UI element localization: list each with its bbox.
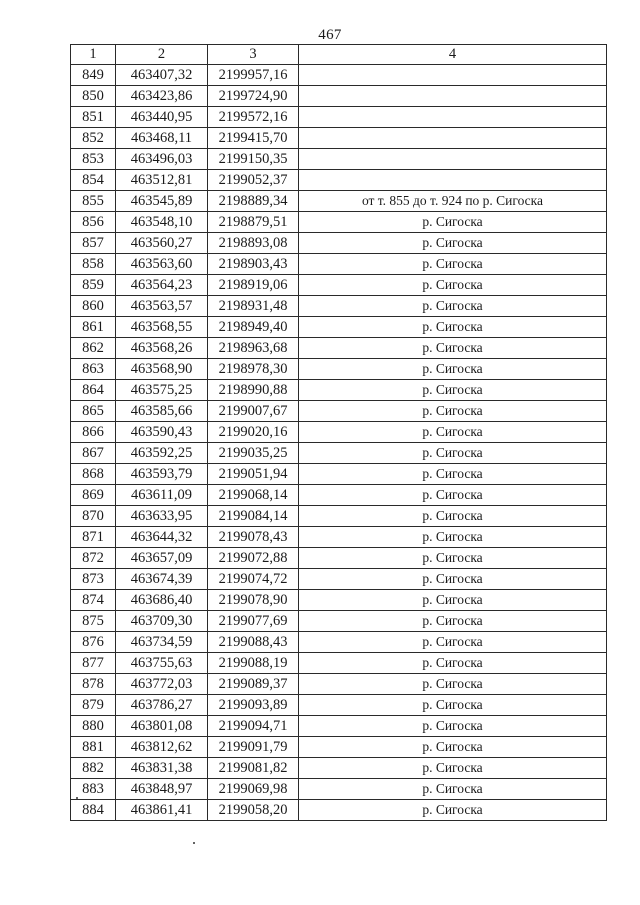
point-number-cell: 874 <box>71 590 116 611</box>
point-number-cell: 868 <box>71 464 116 485</box>
point-number-cell: 882 <box>71 758 116 779</box>
y-coordinate-cell: 2199020,16 <box>208 422 299 443</box>
point-number-cell: 865 <box>71 401 116 422</box>
table-row <box>71 548 607 569</box>
x-coordinate-cell: 463496,03 <box>116 149 208 170</box>
description-cell: р. Сигоска <box>299 422 607 443</box>
description-cell: р. Сигоска <box>299 212 607 233</box>
table-row <box>71 128 607 149</box>
table-row <box>71 65 607 86</box>
x-coordinate-cell: 463440,95 <box>116 107 208 128</box>
description-cell: р. Сигоска <box>299 254 607 275</box>
y-coordinate-cell: 2198919,06 <box>208 275 299 296</box>
point-number-cell: 849 <box>71 65 116 86</box>
table-row <box>71 611 607 632</box>
x-coordinate-cell: 463563,60 <box>116 254 208 275</box>
header-col-1: 1 <box>71 45 116 65</box>
y-coordinate-cell: 2198990,88 <box>208 380 299 401</box>
x-coordinate-cell: 463644,32 <box>116 527 208 548</box>
table-body <box>71 65 607 821</box>
point-number-cell: 861 <box>71 317 116 338</box>
y-coordinate-cell: 2199088,43 <box>208 632 299 653</box>
table-row <box>71 758 607 779</box>
point-number-cell: 863 <box>71 359 116 380</box>
table-row <box>71 170 607 191</box>
point-number-cell: 873 <box>71 569 116 590</box>
table-row <box>71 737 607 758</box>
y-coordinate-cell: 2198963,68 <box>208 338 299 359</box>
table-row <box>71 506 607 527</box>
coordinates-table <box>70 44 607 821</box>
description-cell <box>299 149 607 170</box>
y-coordinate-cell: 2199078,43 <box>208 527 299 548</box>
x-coordinate-cell: 463755,63 <box>116 653 208 674</box>
description-cell: р. Сигоска <box>299 485 607 506</box>
y-coordinate-cell: 2199068,14 <box>208 485 299 506</box>
description-cell: р. Сигоска <box>299 506 607 527</box>
description-cell: р. Сигоска <box>299 611 607 632</box>
y-coordinate-cell: 2199093,89 <box>208 695 299 716</box>
table-row <box>71 86 607 107</box>
description-cell: р. Сигоска <box>299 527 607 548</box>
description-cell: р. Сигоска <box>299 233 607 254</box>
description-cell: р. Сигоска <box>299 674 607 695</box>
x-coordinate-cell: 463592,25 <box>116 443 208 464</box>
x-coordinate-cell: 463407,32 <box>116 65 208 86</box>
y-coordinate-cell: 2198889,34 <box>208 191 299 212</box>
y-coordinate-cell: 2199572,16 <box>208 107 299 128</box>
y-coordinate-cell: 2199081,82 <box>208 758 299 779</box>
point-number-cell: 855 <box>71 191 116 212</box>
table-row <box>71 527 607 548</box>
description-cell <box>299 65 607 86</box>
y-coordinate-cell: 2199094,71 <box>208 716 299 737</box>
x-coordinate-cell: 463734,59 <box>116 632 208 653</box>
table-row <box>71 233 607 254</box>
x-coordinate-cell: 463633,95 <box>116 506 208 527</box>
table-row <box>71 800 607 821</box>
y-coordinate-cell: 2199089,37 <box>208 674 299 695</box>
table-row <box>71 422 607 443</box>
point-number-cell: 877 <box>71 653 116 674</box>
page-number: 467 <box>318 27 342 43</box>
x-coordinate-cell: 463674,39 <box>116 569 208 590</box>
header-col-3: 3 <box>208 45 299 65</box>
point-number-cell: 851 <box>71 107 116 128</box>
point-number-cell: 854 <box>71 170 116 191</box>
y-coordinate-cell: 2199052,37 <box>208 170 299 191</box>
point-number-cell: 881 <box>71 737 116 758</box>
table-row <box>71 632 607 653</box>
y-coordinate-cell: 2199415,70 <box>208 128 299 149</box>
x-coordinate-cell: 463548,10 <box>116 212 208 233</box>
point-number-cell: 859 <box>71 275 116 296</box>
description-cell: р. Сигоска <box>299 380 607 401</box>
table-row <box>71 695 607 716</box>
x-coordinate-cell: 463831,38 <box>116 758 208 779</box>
description-cell <box>299 86 607 107</box>
point-number-cell: 867 <box>71 443 116 464</box>
x-coordinate-cell: 463611,09 <box>116 485 208 506</box>
y-coordinate-cell: 2199084,14 <box>208 506 299 527</box>
x-coordinate-cell: 463848,97 <box>116 779 208 800</box>
description-cell: р. Сигоска <box>299 548 607 569</box>
y-coordinate-cell: 2198879,51 <box>208 212 299 233</box>
table-row <box>71 590 607 611</box>
point-number-cell: 876 <box>71 632 116 653</box>
description-cell: р. Сигоска <box>299 779 607 800</box>
point-number-cell: 862 <box>71 338 116 359</box>
scan-speck <box>76 797 78 799</box>
x-coordinate-cell: 463468,11 <box>116 128 208 149</box>
header-col-2: 2 <box>116 45 208 65</box>
table-row <box>71 716 607 737</box>
point-number-cell: 884 <box>71 800 116 821</box>
table-row <box>71 443 607 464</box>
description-cell: р. Сигоска <box>299 569 607 590</box>
table-row <box>71 317 607 338</box>
x-coordinate-cell: 463585,66 <box>116 401 208 422</box>
table-row <box>71 380 607 401</box>
y-coordinate-cell: 2198903,43 <box>208 254 299 275</box>
y-coordinate-cell: 2199035,25 <box>208 443 299 464</box>
x-coordinate-cell: 463772,03 <box>116 674 208 695</box>
point-number-cell: 879 <box>71 695 116 716</box>
x-coordinate-cell: 463568,26 <box>116 338 208 359</box>
x-coordinate-cell: 463861,41 <box>116 800 208 821</box>
y-coordinate-cell: 2199957,16 <box>208 65 299 86</box>
x-coordinate-cell: 463786,27 <box>116 695 208 716</box>
table-row <box>71 359 607 380</box>
x-coordinate-cell: 463709,30 <box>116 611 208 632</box>
y-coordinate-cell: 2199058,20 <box>208 800 299 821</box>
point-number-cell: 856 <box>71 212 116 233</box>
x-coordinate-cell: 463657,09 <box>116 548 208 569</box>
description-cell <box>299 128 607 149</box>
point-number-cell: 872 <box>71 548 116 569</box>
y-coordinate-cell: 2199072,88 <box>208 548 299 569</box>
point-number-cell: 857 <box>71 233 116 254</box>
description-cell: р. Сигоска <box>299 338 607 359</box>
point-number-cell: 880 <box>71 716 116 737</box>
description-cell: р. Сигоска <box>299 758 607 779</box>
point-number-cell: 852 <box>71 128 116 149</box>
table-row <box>71 569 607 590</box>
table-row <box>71 149 607 170</box>
point-number-cell: 853 <box>71 149 116 170</box>
y-coordinate-cell: 2199007,67 <box>208 401 299 422</box>
description-cell: р. Сигоска <box>299 296 607 317</box>
description-cell: р. Сигоска <box>299 317 607 338</box>
description-cell: р. Сигоска <box>299 401 607 422</box>
x-coordinate-cell: 463563,57 <box>116 296 208 317</box>
description-cell: р. Сигоска <box>299 737 607 758</box>
x-coordinate-cell: 463423,86 <box>116 86 208 107</box>
y-coordinate-cell: 2199088,19 <box>208 653 299 674</box>
point-number-cell: 875 <box>71 611 116 632</box>
x-coordinate-cell: 463801,08 <box>116 716 208 737</box>
y-coordinate-cell: 2198893,08 <box>208 233 299 254</box>
x-coordinate-cell: 463575,25 <box>116 380 208 401</box>
y-coordinate-cell: 2198949,40 <box>208 317 299 338</box>
point-number-cell: 866 <box>71 422 116 443</box>
description-cell: р. Сигоска <box>299 653 607 674</box>
point-number-cell: 860 <box>71 296 116 317</box>
y-coordinate-cell: 2199078,90 <box>208 590 299 611</box>
x-coordinate-cell: 463545,89 <box>116 191 208 212</box>
table-row <box>71 338 607 359</box>
y-coordinate-cell: 2199724,90 <box>208 86 299 107</box>
x-coordinate-cell: 463568,55 <box>116 317 208 338</box>
description-cell: р. Сигоска <box>299 443 607 464</box>
x-coordinate-cell: 463686,40 <box>116 590 208 611</box>
x-coordinate-cell: 463812,62 <box>116 737 208 758</box>
point-number-cell: 883 <box>71 779 116 800</box>
x-coordinate-cell: 463560,27 <box>116 233 208 254</box>
header-col-4: 4 <box>299 45 607 65</box>
description-cell: от т. 855 до т. 924 по р. Сигоска <box>299 191 607 212</box>
y-coordinate-cell: 2199074,72 <box>208 569 299 590</box>
description-cell: р. Сигоска <box>299 695 607 716</box>
y-coordinate-cell: 2199091,79 <box>208 737 299 758</box>
y-coordinate-cell: 2199150,35 <box>208 149 299 170</box>
description-cell: р. Сигоска <box>299 800 607 821</box>
table-row <box>71 107 607 128</box>
x-coordinate-cell: 463590,43 <box>116 422 208 443</box>
y-coordinate-cell: 2198978,30 <box>208 359 299 380</box>
table-row <box>71 275 607 296</box>
x-coordinate-cell: 463564,23 <box>116 275 208 296</box>
description-cell: р. Сигоска <box>299 716 607 737</box>
point-number-cell: 869 <box>71 485 116 506</box>
table-row <box>71 296 607 317</box>
y-coordinate-cell: 2199077,69 <box>208 611 299 632</box>
description-cell: р. Сигоска <box>299 632 607 653</box>
scan-speck <box>193 842 195 844</box>
y-coordinate-cell: 2199051,94 <box>208 464 299 485</box>
table-row <box>71 254 607 275</box>
y-coordinate-cell: 2198931,48 <box>208 296 299 317</box>
description-cell: р. Сигоска <box>299 590 607 611</box>
point-number-cell: 870 <box>71 506 116 527</box>
table-row <box>71 212 607 233</box>
point-number-cell: 858 <box>71 254 116 275</box>
description-cell <box>299 170 607 191</box>
header-row <box>71 45 607 65</box>
description-cell: р. Сигоска <box>299 275 607 296</box>
table-row <box>71 653 607 674</box>
x-coordinate-cell: 463512,81 <box>116 170 208 191</box>
table-row <box>71 401 607 422</box>
table-row <box>71 191 607 212</box>
table-row <box>71 779 607 800</box>
point-number-cell: 850 <box>71 86 116 107</box>
description-cell: р. Сигоска <box>299 464 607 485</box>
table-row <box>71 674 607 695</box>
description-cell <box>299 107 607 128</box>
table-row <box>71 464 607 485</box>
x-coordinate-cell: 463568,90 <box>116 359 208 380</box>
point-number-cell: 871 <box>71 527 116 548</box>
table-row <box>71 485 607 506</box>
x-coordinate-cell: 463593,79 <box>116 464 208 485</box>
description-cell: р. Сигоска <box>299 359 607 380</box>
point-number-cell: 864 <box>71 380 116 401</box>
y-coordinate-cell: 2199069,98 <box>208 779 299 800</box>
point-number-cell: 878 <box>71 674 116 695</box>
